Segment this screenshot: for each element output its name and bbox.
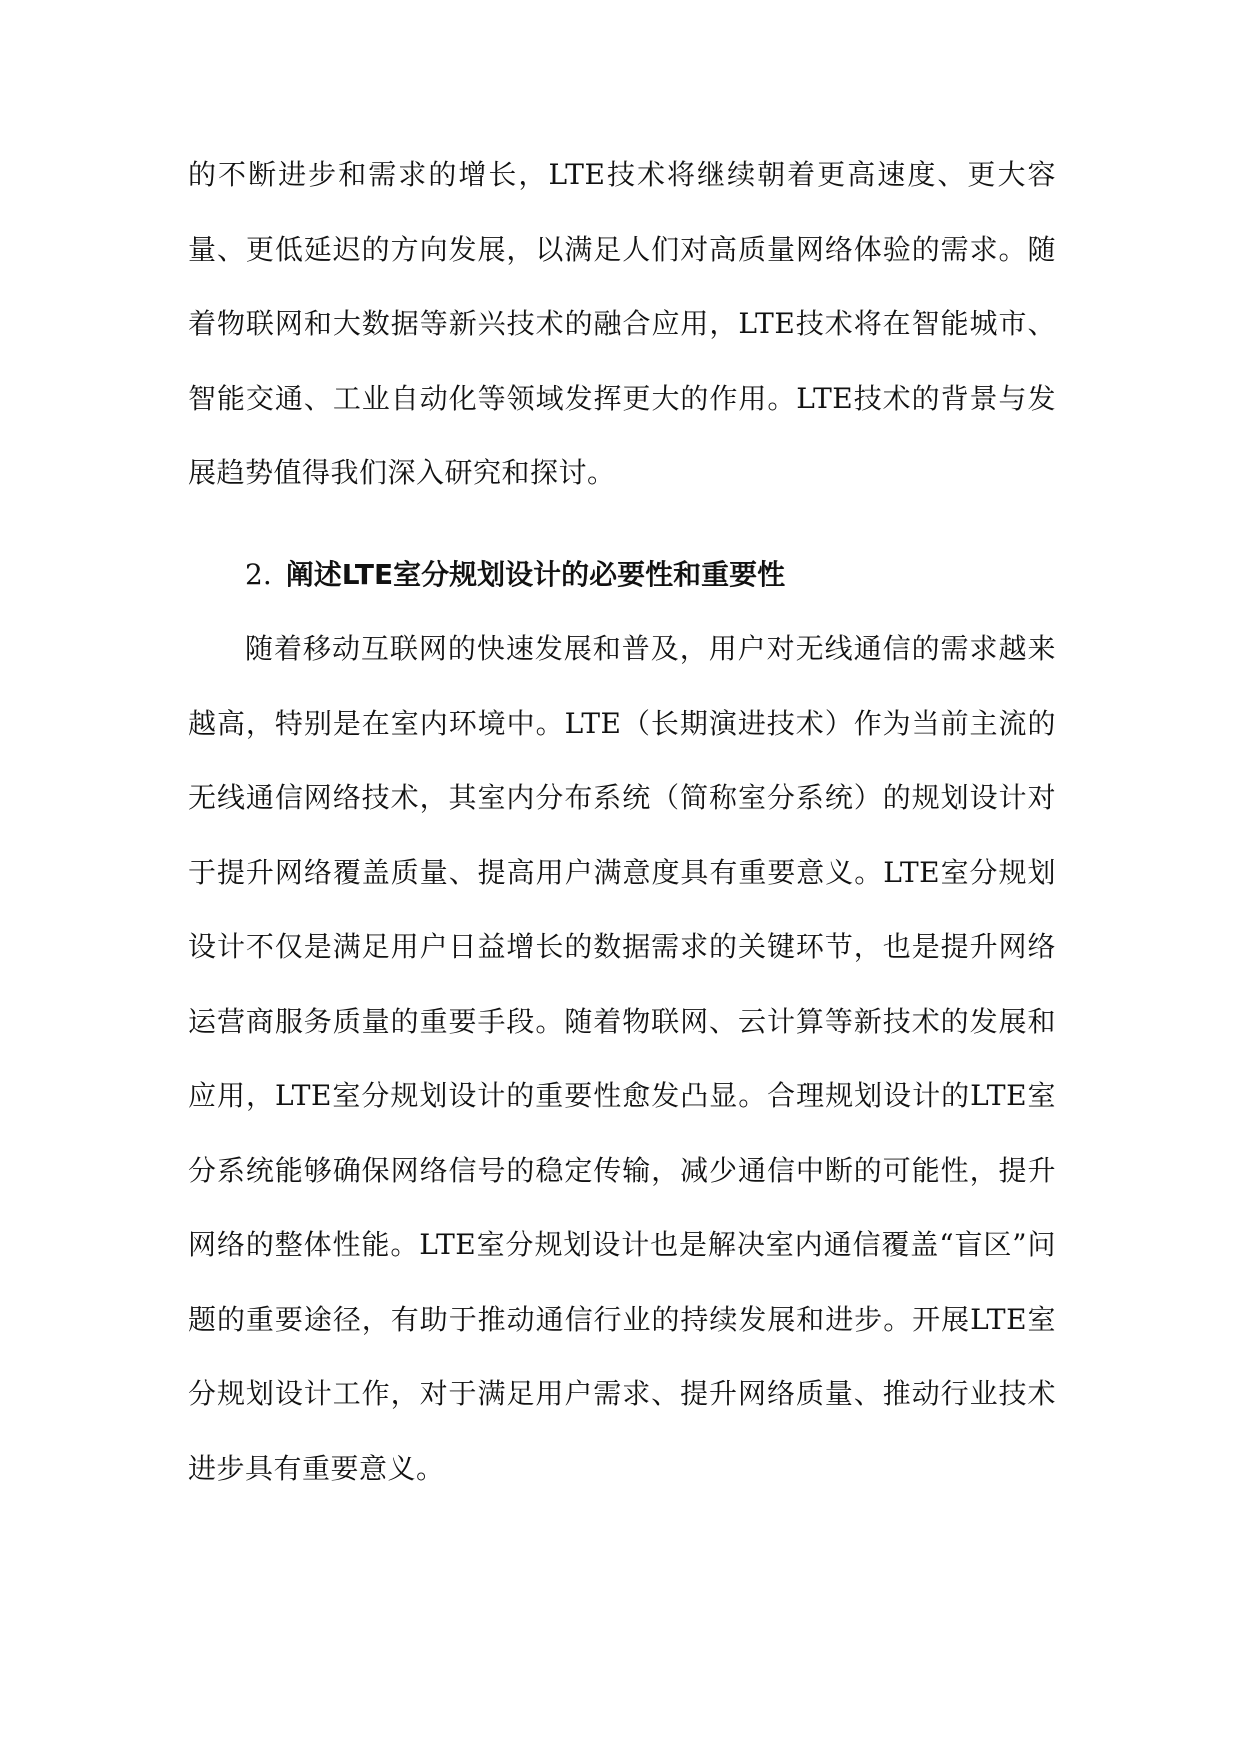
paragraph-body: 随着移动互联网的快速发展和普及，用户对无线通信的需求越来越高，特别是在室内环境中。LTE（长期演进技术）作为当前主流的无线通信网络技术，其室内分布系统（简称室分系统）的规划设计对于提升网络覆盖质量、提高用户满意度具有重要意义。LTE室分规划设计不仅是满足用户日益增长的数据需求的关键环节，也是提升网络运营商服务质量的重要手段。随着物联网、云计算等新技术的发展和应用，LTE室分规划设计的重要性愈发凸显。合理规划设计的LTE室分系统能够确保网络信号的稳定传输，减少通信中断的可能性，提升网络的整体性能。LTE室分规划设计也是解决室内通信覆盖“盲区”问题的重要途径，有助于推动通信行业的持续发展和进步。开展LTE室分规划设计工作，对于满足用户需求、提升网络质量、推动行业技术进步具有重要意义。 xyxy=(188,632,1056,1485)
document-body xyxy=(188,138,1056,1506)
section-number: 2. xyxy=(245,557,272,591)
section-heading xyxy=(188,538,1056,613)
section-title: 阐述LTE室分规划设计的必要性和重要性 xyxy=(285,557,786,591)
paragraph-intro-continued: 的不断进步和需求的增长，LTE技术将继续朝着更高速度、更大容量、更低延迟的方向发展，以满足人们对高质量网络体验的需求。随着物联网和大数据等新兴技术的融合应用，LTE技术将在智能城市、智能交通、工业自动化等领域发挥更大的作用。LTE技术的背景与发展趋势值得我们深入研究和探讨。 xyxy=(188,158,1056,489)
